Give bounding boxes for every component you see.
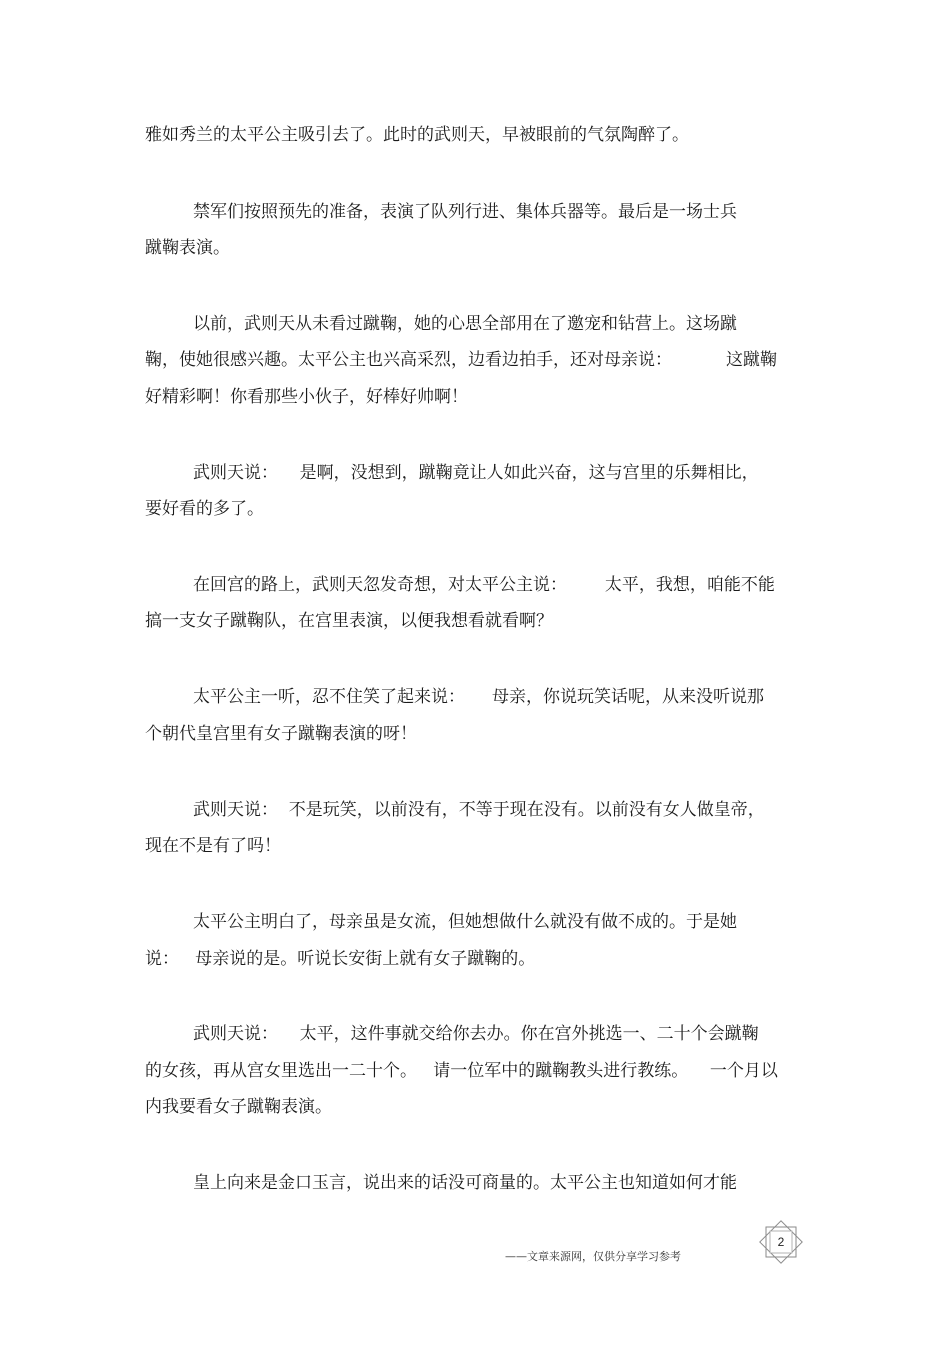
paragraph-line: 雅如秀兰的太平公主吸引去了。此时的武则天，早被眼前的气氛陶醉了。 bbox=[145, 125, 689, 145]
paragraph-line: 鞠，使她很感兴趣。太平公主也兴高采烈，边看边拍手，还对母亲说： 这蹴鞠 bbox=[145, 350, 778, 370]
paragraph-line: 武则天说： 太平，这件事就交给你去办。你在宫外挑选一、二十个会蹴鞠 bbox=[193, 1024, 759, 1044]
paragraph-line: 太平公主一听，忍不住笑了起来说： 母亲，你说玩笑话呢，从来没听说那 bbox=[193, 687, 765, 707]
paragraph-line: 太平公主明白了，母亲虽是女流，但她想做什么就没有做不成的。于是她 bbox=[193, 912, 737, 932]
page-number-badge bbox=[757, 1220, 805, 1264]
paragraph-line: 要好看的多了。 bbox=[145, 499, 264, 519]
paragraph-line: 武则天说： 不是玩笑，以前没有，不等于现在没有。以前没有女人做皇帝， bbox=[193, 800, 765, 820]
paragraph-line: 皇上向来是金口玉言，说出来的话没可商量的。太平公主也知道如何才能 bbox=[193, 1173, 737, 1193]
paragraph-line: 的女孩，再从宫女里选出一二十个。 请一位军中的蹴鞠教头进行教练。 一个月以 bbox=[145, 1061, 778, 1081]
paragraph-line: 禁军们按照预先的准备，表演了队列行进、集体兵器等。最后是一场士兵 bbox=[193, 202, 737, 222]
page-number: 2 bbox=[777, 1235, 785, 1249]
paragraph-line: 武则天说： 是啊，没想到，蹴鞠竟让人如此兴奋，这与宫里的乐舞相比， bbox=[193, 463, 759, 483]
paragraph-line: 蹴鞠表演。 bbox=[145, 238, 230, 258]
paragraph-line: 说： 母亲说的是。听说长安街上就有女子蹴鞠的。 bbox=[145, 949, 536, 969]
paragraph-line: 搞一支女子蹴鞠队，在宫里表演，以便我想看就看啊？ bbox=[145, 611, 553, 631]
paragraph-line: 个朝代皇宫里有女子蹴鞠表演的呀！ bbox=[145, 724, 417, 744]
footer-note: ——文章来源网，仅供分享学习参考 bbox=[505, 1250, 681, 1263]
paragraph-line: 以前，武则天从未看过蹴鞠，她的心思全部用在了邀宠和钻营上。这场蹴 bbox=[193, 314, 737, 334]
paragraph-line: 在回宫的路上，武则天忽发奇想，对太平公主说： 太平，我想，咱能不能 bbox=[193, 575, 775, 595]
paragraph-line: 好精彩啊！你看那些小伙子，好棒好帅啊！ bbox=[145, 387, 468, 407]
paragraph-line: 内我要看女子蹴鞠表演。 bbox=[145, 1097, 332, 1117]
paragraph-line: 现在不是有了吗！ bbox=[145, 836, 281, 856]
